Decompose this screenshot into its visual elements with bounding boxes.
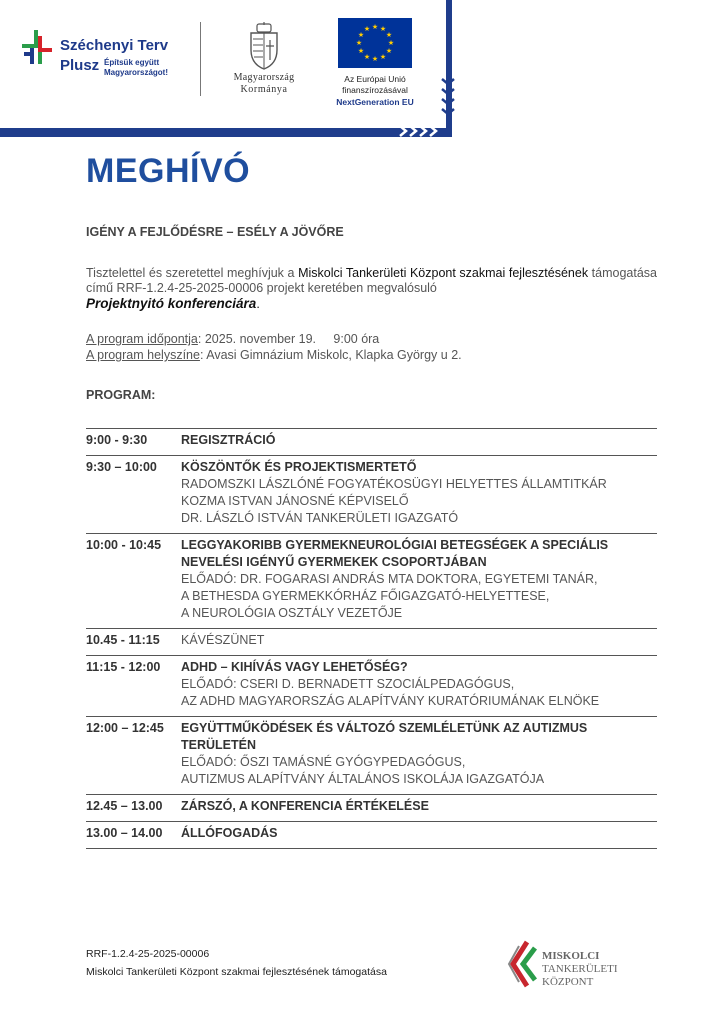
svg-text:★: ★ bbox=[379, 25, 387, 33]
svg-text:★: ★ bbox=[371, 23, 379, 31]
svg-text:★: ★ bbox=[363, 25, 371, 33]
schedule-detail: ELŐADÓ: DR. FOGARASI ANDRÁS MTA DOKTORA, EGYETEMI TANÁR, bbox=[181, 572, 598, 586]
schedule-time: 13.00 – 14.00 bbox=[86, 826, 163, 840]
eu-text-line-1: Az Európai Unió bbox=[344, 74, 406, 84]
schedule-content bbox=[181, 632, 657, 649]
intro-event-name: Projektnyitó konferenciára bbox=[86, 296, 257, 311]
program-date-label: A program időpontja bbox=[86, 332, 198, 346]
schedule-time: 12:00 – 12:45 bbox=[86, 721, 164, 735]
schedule-title: ZÁRSZÓ, A KONFERENCIA ÉRTÉKELÉSE bbox=[181, 799, 429, 813]
schedule-detail: KOZMA ISTVAN JÁNOSNÉ KÉPVISELŐ bbox=[181, 494, 409, 508]
government-text-line-2: Kormánya bbox=[240, 84, 288, 95]
schedule-detail: KÁVÉSZÜNET bbox=[181, 633, 265, 647]
page-header bbox=[0, 0, 460, 138]
footer-logo-line-2: TANKERÜLETI bbox=[542, 963, 618, 975]
svg-text:★: ★ bbox=[371, 55, 379, 63]
schedule-title: KÖSZÖNTŐK ÉS PROJEKTISMERTETŐ bbox=[181, 460, 417, 474]
eu-text-line-3: NextGeneration EU bbox=[336, 97, 414, 107]
intro-part-1: Tisztelettel és szeretettel meghívjuk a bbox=[86, 266, 299, 280]
schedule-detail: DR. LÁSZLÓ ISTVÁN TANKERÜLETI IGAZGATÓ bbox=[181, 511, 459, 525]
schedule-row bbox=[86, 794, 657, 821]
intro-part-2: támogatása című RRF-1.2.4-25-2025-00006 projekt keretében megvalósuló bbox=[86, 266, 657, 295]
szechenyi-cross-icon bbox=[20, 30, 56, 70]
schedule-row bbox=[86, 533, 657, 628]
schedule-time: 9:30 – 10:00 bbox=[86, 460, 157, 474]
schedule-title: REGISZTRÁCIÓ bbox=[181, 433, 276, 447]
schedule-row bbox=[86, 716, 657, 794]
schedule-content bbox=[181, 537, 657, 622]
schedule-content bbox=[181, 720, 657, 788]
schedule-time: 9:00 - 9:30 bbox=[86, 433, 148, 447]
page-subtitle: IGÉNY A FEJLŐDÉSRE – ESÉLY A JÖVŐRE bbox=[86, 225, 344, 239]
footer-project-name: Miskolci Tankerületi Központ szakmai fejlesztésének támogatása bbox=[86, 966, 387, 978]
szechenyi-tagline-1: Építsük együtt bbox=[104, 58, 160, 67]
logo-divider bbox=[200, 22, 201, 96]
svg-text:★: ★ bbox=[363, 53, 371, 61]
schedule-content bbox=[181, 659, 657, 710]
svg-text:★: ★ bbox=[385, 47, 393, 55]
government-text-line-1: Magyarország bbox=[233, 72, 295, 83]
hungarian-coat-of-arms-icon bbox=[246, 22, 282, 70]
intro-organization: Miskolci Tankerületi Központ szakmai fejlesztésének bbox=[298, 266, 589, 280]
chevron-pattern-icon bbox=[441, 77, 455, 117]
schedule-content bbox=[181, 432, 657, 449]
intro-end: . bbox=[256, 297, 260, 311]
program-location-label: A program helyszíne bbox=[86, 348, 200, 362]
eu-flag-icon bbox=[338, 18, 412, 68]
page-title: MEGHÍVÓ bbox=[86, 152, 251, 190]
program-location-line bbox=[86, 348, 462, 362]
schedule-detail: ELŐADÓ: CSERI D. BERNADETT SZOCIÁLPEDAGÓGUS, bbox=[181, 677, 515, 691]
schedule-time: 12.45 – 13.00 bbox=[86, 799, 163, 813]
schedule-detail: A BETHESDA GYERMEKKÓRHÁZ FŐIGAZGATÓ-HELYETTESE, bbox=[181, 589, 550, 603]
svg-text:★: ★ bbox=[355, 39, 363, 47]
schedule-detail: RADOMSZKI LÁSZLÓNÉ FOGYATÉKOSÜGYI HELYETTES ÁLLAMTITKÁR bbox=[181, 477, 607, 491]
schedule-title: ÁLLÓFOGADÁS bbox=[181, 826, 278, 840]
schedule-row bbox=[86, 821, 657, 849]
schedule-time: 11:15 - 12:00 bbox=[86, 660, 161, 674]
szechenyi-tagline-2: Magyarországot! bbox=[104, 68, 169, 77]
footer-logo-line-1: MISKOLCI bbox=[542, 950, 600, 962]
program-date-value: : 2025. november 19. 9:00 óra bbox=[197, 332, 380, 346]
schedule-title: ADHD – KIHÍVÁS VAGY LEHETŐSÉG? bbox=[181, 660, 408, 674]
schedule-detail: AUTIZMUS ALAPÍTVÁNY ÁLTALÁNOS ISKOLÁJA IGAZGATÓJA bbox=[181, 772, 545, 786]
schedule-time: 10:00 - 10:45 bbox=[86, 538, 162, 552]
svg-text:★: ★ bbox=[357, 47, 365, 55]
svg-text:★: ★ bbox=[379, 53, 387, 61]
schedule-content bbox=[181, 825, 657, 842]
schedule-title: LEGGYAKORIBB GYERMEKNEUROLÓGIAI BETEGSÉGEK A SPECIÁLIS NEVELÉSI IGÉNYŰ GYERMEKEK CSOPORTJÁBAN bbox=[181, 538, 609, 569]
miskolci-tankeruleti-logo-icon bbox=[505, 940, 541, 990]
schedule-row bbox=[86, 655, 657, 716]
program-location-value: : Avasi Gimnázium Miskolc, Klapka György u 2. bbox=[199, 348, 462, 362]
eu-text-line-2: finanszírozásával bbox=[342, 85, 408, 95]
schedule-detail: A NEUROLÓGIA OSZTÁLY VEZETŐJE bbox=[181, 606, 403, 620]
schedule-row bbox=[86, 628, 657, 655]
header-accent-stripe bbox=[0, 128, 452, 137]
schedule-time: 10.45 - 11:15 bbox=[86, 633, 160, 647]
program-schedule bbox=[86, 428, 657, 849]
schedule-title: EGYÜTTMŰKÖDÉSEK ÉS VÁLTOZÓ SZEMLÉLETÜNK AZ AUTIZMUS TERÜLETÉN bbox=[181, 721, 588, 752]
chevron-pattern-icon bbox=[398, 124, 446, 138]
schedule-detail: ELŐADÓ: ŐSZI TAMÁSNÉ GYÓGYPEDAGÓGUS, bbox=[181, 755, 466, 769]
program-date-line bbox=[86, 332, 379, 346]
szechenyi-title: Széchenyi Terv bbox=[60, 37, 169, 54]
schedule-content bbox=[181, 459, 657, 527]
footer-logo-line-3: KÖZPONT bbox=[542, 976, 594, 988]
program-heading: PROGRAM: bbox=[86, 388, 156, 402]
svg-text:★: ★ bbox=[385, 31, 393, 39]
schedule-row bbox=[86, 455, 657, 533]
schedule-content bbox=[181, 798, 657, 815]
szechenyi-plus: Plusz bbox=[60, 57, 100, 74]
invitation-text bbox=[86, 266, 657, 312]
footer-project-code: RRF-1.2.4-25-2025-00006 bbox=[86, 948, 210, 960]
schedule-row bbox=[86, 428, 657, 455]
schedule-detail: AZ ADHD MAGYARORSZÁG ALAPÍTVÁNY KURATÓRIUMÁNAK ELNÖKE bbox=[181, 694, 600, 708]
svg-text:★: ★ bbox=[357, 31, 365, 39]
svg-text:★: ★ bbox=[387, 39, 395, 47]
